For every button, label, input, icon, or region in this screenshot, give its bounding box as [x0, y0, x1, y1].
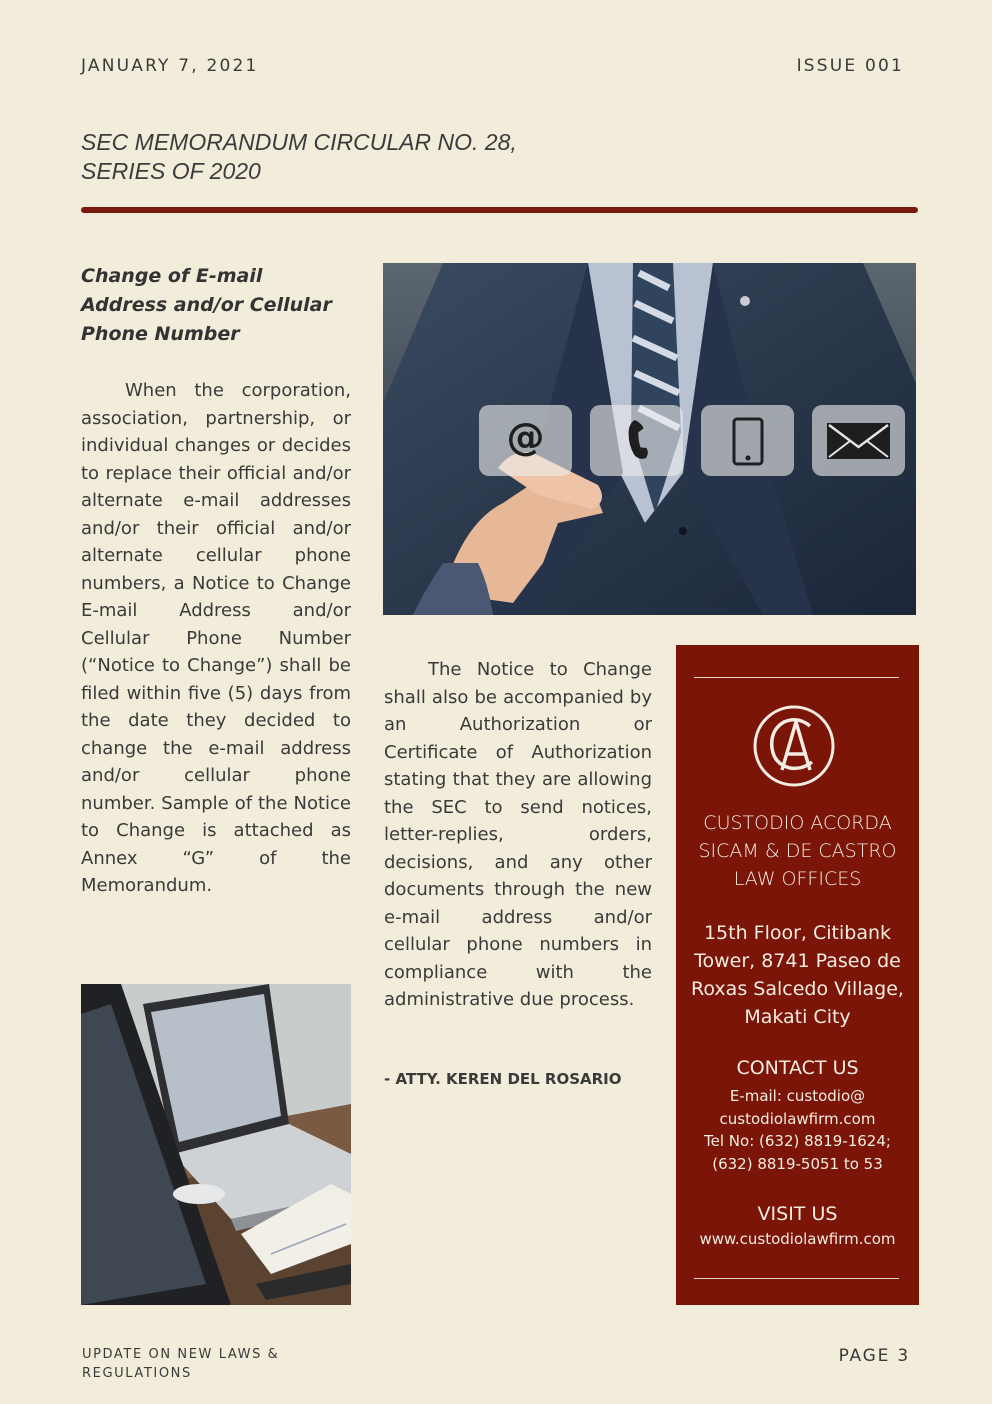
email-line[interactable]: custodiolawfirm.com: [719, 1109, 876, 1128]
firm-name-line: SICAM & DE CASTRO: [698, 840, 897, 862]
phone-icon[interactable]: [590, 405, 683, 476]
footer-line: UPDATE ON NEW LAWS &: [82, 1347, 280, 1362]
address-line: Roxas Salcedo Village,: [691, 978, 904, 1000]
firm-logo: [752, 704, 836, 788]
address-line: Makati City: [744, 1006, 851, 1028]
address-line: Tower, 8741 Paseo de: [694, 950, 901, 972]
footer-section-name: [82, 1345, 342, 1383]
firm-monogram-logo: [752, 704, 836, 788]
header-divider: [81, 207, 918, 213]
firm-name: [676, 809, 919, 893]
article-heading: [81, 262, 356, 349]
sidebar-divider-top: [694, 677, 899, 678]
heading-line: Change of E-mail: [81, 265, 263, 287]
law-firm-sidebar: [676, 645, 919, 1305]
address-line: 15th Floor, Citibank: [703, 922, 892, 944]
visit-heading: VISIT US: [757, 1203, 838, 1225]
laptops-illustration: [81, 984, 351, 1305]
article-author: - ATTY. KEREN DEL ROSARIO: [384, 1070, 622, 1088]
footer-line: REGULATIONS: [82, 1366, 192, 1381]
heading-line: Phone Number: [81, 323, 240, 345]
title-line: SERIES OF 2020: [81, 158, 261, 184]
page-number: PAGE 3: [838, 1346, 910, 1366]
firm-address: [676, 919, 919, 1031]
email-line[interactable]: E-mail: custodio@: [729, 1087, 866, 1105]
at-sign-icon[interactable]: @: [479, 405, 572, 476]
firm-name-line: LAW OFFICES: [733, 868, 862, 890]
contact-icon-buttons: [479, 405, 909, 477]
phone-line: (632) 8819-5051 to 53: [712, 1154, 883, 1173]
phone-line: Tel No: (632) 8819-1624;: [704, 1132, 891, 1150]
issue-number: ISSUE 001: [796, 56, 904, 76]
contact-heading: CONTACT US: [736, 1057, 859, 1079]
firm-name-line: CUSTODIO ACORDA: [703, 812, 892, 834]
article-paragraph-1: When the corporation, association, partnership, or individual changes or decides to replace their official and/or alternate e-mail addresses and/or their official and/or alternate cellular phone numbers, a Notice to Change E-mail Address and/or Cellular Phone Number (“Notice to Change”) shall be filed within five (5) days from the date they decided to change the e-mail address and/or cellular phone number. Sample of the Notice to Change is attached as Annex “G” of the Memorandum.: [81, 380, 351, 896]
envelope-icon[interactable]: [812, 405, 905, 476]
issue-date: JANUARY 7, 2021: [81, 56, 259, 76]
contact-details: [676, 1085, 919, 1175]
article-paragraph-2: The Notice to Change shall also be accompanied by an Authorization or Certificate of Authorization stating that they are allowing the SEC to send notices, letter-replies, orders, decisions, and any other documents through the new e-mail address and/or cellular phone numbers in compliance with the administrative due process.: [384, 659, 652, 1010]
title-line: SEC MEMORANDUM CIRCULAR NO. 28,: [81, 129, 517, 155]
sidebar-divider-bottom: [694, 1278, 899, 1279]
website-link[interactable]: www.custodiolawfirm.com: [699, 1230, 896, 1248]
laptops-photo: [81, 984, 351, 1305]
heading-line: Address and/or Cellular: [81, 294, 332, 316]
page-title: [81, 128, 601, 186]
businessman-photo: [383, 263, 916, 615]
mobile-icon[interactable]: [701, 405, 794, 476]
